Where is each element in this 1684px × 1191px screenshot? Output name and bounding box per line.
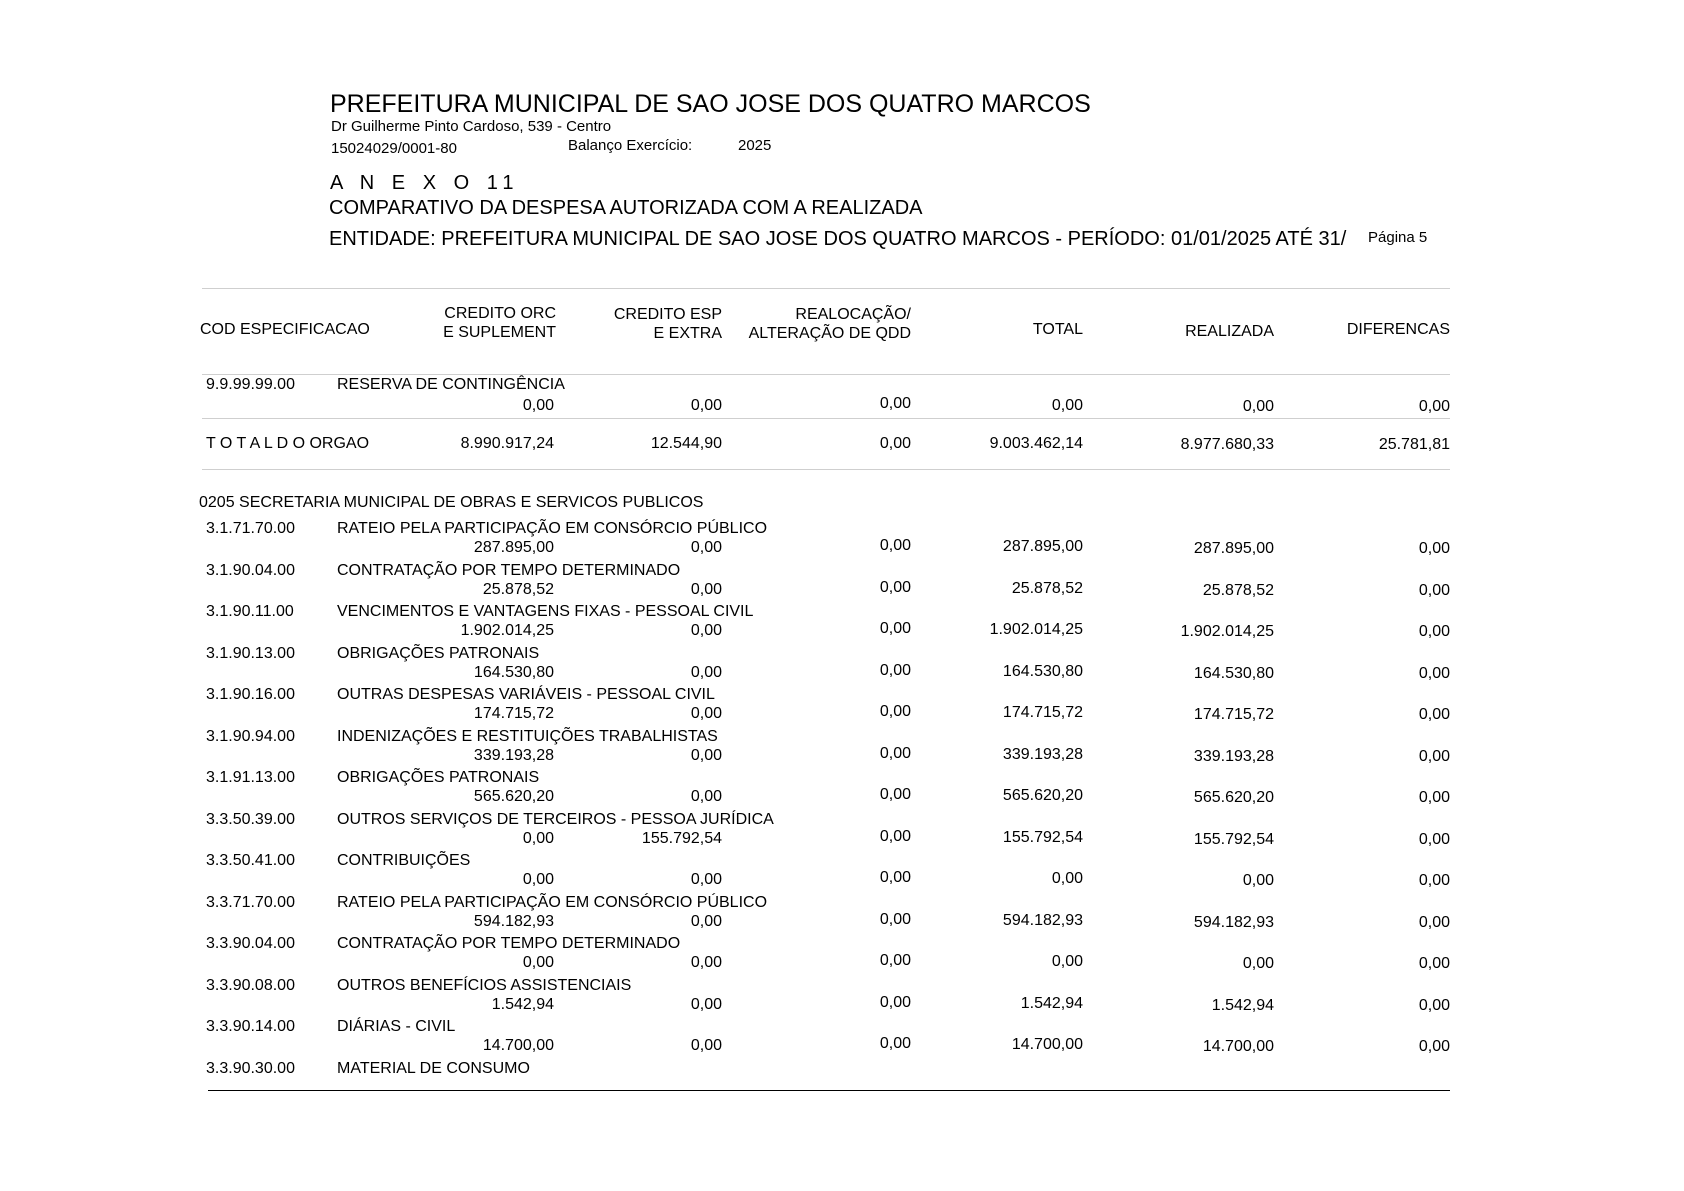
item-total: 0,00 xyxy=(1051,953,1083,970)
org-total-label: T O T A L D O ORGAO xyxy=(206,435,370,452)
item-code: 3.3.50.39.00 xyxy=(206,811,295,828)
item-code: 3.1.90.11.00 xyxy=(206,603,294,620)
item-realizada: 155.792,54 xyxy=(1193,831,1274,848)
item-realocacao: 0,00 xyxy=(879,786,911,803)
item-diferencas: 0,00 xyxy=(1418,540,1450,557)
item-credito-esp: 155.792,54 xyxy=(641,830,722,847)
org-name: PREFEITURA MUNICIPAL DE SAO JOSE DOS QUATRO MARCOS xyxy=(330,90,1091,118)
col-credito-orc-line1: CREDITO ORC xyxy=(444,305,556,322)
item-realizada: 0,00 xyxy=(1242,955,1274,972)
item-diferencas: 0,00 xyxy=(1418,789,1450,806)
footer-rule xyxy=(208,1090,1450,1091)
item-diferencas: 0,00 xyxy=(1418,831,1450,848)
item-diferencas: 0,00 xyxy=(1418,1038,1450,1055)
item-realizada: 1.542,94 xyxy=(1211,997,1274,1014)
item-diferencas: 0,00 xyxy=(1418,955,1450,972)
item-realocacao: 0,00 xyxy=(879,952,911,969)
item-realocacao: 0,00 xyxy=(879,579,911,596)
item-credito-orc: 164.530,80 xyxy=(473,664,554,681)
item-credito-orc: 25.878,52 xyxy=(482,581,554,598)
item-code: 3.1.90.13.00 xyxy=(206,645,295,662)
item-code: 3.1.91.13.00 xyxy=(206,769,295,786)
item-code: 3.1.90.94.00 xyxy=(206,728,295,745)
item-code: 3.3.90.14.00 xyxy=(206,1018,295,1035)
item-code: 3.3.50.41.00 xyxy=(206,852,295,869)
item-realizada: 25.878,52 xyxy=(1202,582,1274,599)
item-realizada: 565.620,20 xyxy=(1193,789,1274,806)
annex-label: A N E X O 11 xyxy=(330,172,520,194)
first-item-diferencas: 0,00 xyxy=(1418,398,1450,415)
item-description: INDENIZAÇÕES E RESTITUIÇÕES TRABALHISTAS xyxy=(337,728,718,745)
item-code: 3.3.71.70.00 xyxy=(206,894,295,911)
item-realizada: 594.182,93 xyxy=(1193,914,1274,931)
header-top-rule xyxy=(202,288,1450,289)
item-realocacao: 0,00 xyxy=(879,994,911,1011)
item-total: 25.878,52 xyxy=(1011,580,1083,597)
item-realizada: 14.700,00 xyxy=(1202,1038,1274,1055)
col-diferencas: DIFERENCAS xyxy=(1346,321,1450,338)
item-diferencas: 0,00 xyxy=(1418,748,1450,765)
report-title: COMPARATIVO DA DESPESA AUTORIZADA COM A REALIZADA xyxy=(329,197,923,219)
total-bottom-rule xyxy=(202,469,1450,470)
item-code: 3.1.71.70.00 xyxy=(206,520,295,537)
item-diferencas: 0,00 xyxy=(1418,623,1450,640)
item-realocacao: 0,00 xyxy=(879,869,911,886)
section-title: 0205 SECRETARIA MUNICIPAL DE OBRAS E SERVICOS PUBLICOS xyxy=(199,494,704,511)
item-description: CONTRIBUIÇÕES xyxy=(337,852,471,869)
item-credito-orc: 1.902.014,25 xyxy=(460,622,554,639)
item-realocacao: 0,00 xyxy=(879,662,911,679)
item-description: DIÁRIAS - CIVIL xyxy=(337,1018,456,1035)
item-realizada: 287.895,00 xyxy=(1193,540,1274,557)
item-diferencas: 0,00 xyxy=(1418,706,1450,723)
item-realizada: 174.715,72 xyxy=(1193,706,1274,723)
org-total-realizada: 8.977.680,33 xyxy=(1180,436,1274,453)
item-description: OUTROS SERVIÇOS DE TERCEIROS - PESSOA JURÍDICA xyxy=(337,811,774,828)
col-realizada: REALIZADA xyxy=(1185,323,1274,340)
item-total: 164.530,80 xyxy=(1002,663,1083,680)
total-top-rule xyxy=(202,418,1450,419)
col-credito-esp-line1: CREDITO ESP xyxy=(613,306,722,323)
item-total: 1.902.014,25 xyxy=(989,621,1083,638)
item-description: OBRIGAÇÕES PATRONAIS xyxy=(337,769,540,786)
item-realocacao: 0,00 xyxy=(879,537,911,554)
item-credito-esp: 0,00 xyxy=(690,996,722,1013)
header-bottom-rule xyxy=(202,374,1450,375)
col-credito-esp-line2: E EXTRA xyxy=(653,325,722,342)
item-code: 3.3.90.04.00 xyxy=(206,935,295,952)
item-realizada: 164.530,80 xyxy=(1193,665,1274,682)
item-description: OUTRAS DESPESAS VARIÁVEIS - PESSOAL CIVIL xyxy=(337,686,715,703)
item-total: 287.895,00 xyxy=(1002,538,1083,555)
org-total-credito-esp: 12.544,90 xyxy=(650,435,722,452)
org-cnpj: 15024029/0001-80 xyxy=(331,140,457,157)
item-diferencas: 0,00 xyxy=(1418,914,1450,931)
item-total: 339.193,28 xyxy=(1002,746,1083,763)
col-realocacao-line2: ALTERAÇÃO DE QDD xyxy=(748,325,911,342)
item-credito-esp: 0,00 xyxy=(690,747,722,764)
item-credito-orc: 287.895,00 xyxy=(473,539,554,556)
first-item-realocacao: 0,00 xyxy=(879,395,911,412)
item-realocacao: 0,00 xyxy=(879,745,911,762)
page-number: Página 5 xyxy=(1368,229,1428,246)
entity-line: ENTIDADE: PREFEITURA MUNICIPAL DE SAO JOSE DOS QUATRO MARCOS - PERÍODO: 01/01/2025 ATÉ 31/ xyxy=(329,228,1347,250)
first-item-description: RESERVA DE CONTINGÊNCIA xyxy=(337,376,565,393)
item-credito-esp: 0,00 xyxy=(690,871,722,888)
item-diferencas: 0,00 xyxy=(1418,872,1450,889)
item-code: 3.3.90.08.00 xyxy=(206,977,295,994)
item-credito-esp: 0,00 xyxy=(690,664,722,681)
last-item-code: 3.3.90.30.00 xyxy=(206,1060,295,1077)
item-credito-orc: 0,00 xyxy=(522,954,554,971)
item-realizada: 339.193,28 xyxy=(1193,748,1274,765)
item-credito-orc: 1.542,94 xyxy=(491,996,554,1013)
first-item-realizada: 0,00 xyxy=(1242,398,1274,415)
item-total: 565.620,20 xyxy=(1002,787,1083,804)
item-code: 3.1.90.16.00 xyxy=(206,686,295,703)
item-realocacao: 0,00 xyxy=(879,1035,911,1052)
item-credito-esp: 0,00 xyxy=(690,954,722,971)
item-credito-orc: 174.715,72 xyxy=(473,705,554,722)
item-diferencas: 0,00 xyxy=(1418,665,1450,682)
item-credito-orc: 565.620,20 xyxy=(473,788,554,805)
col-cod-especificacao: COD ESPECIFICACAO xyxy=(200,321,370,338)
item-description: VENCIMENTOS E VANTAGENS FIXAS - PESSOAL CIVIL xyxy=(337,603,754,620)
org-total-total: 9.003.462,14 xyxy=(989,435,1083,452)
item-realizada: 1.902.014,25 xyxy=(1180,623,1274,640)
item-total: 14.700,00 xyxy=(1011,1036,1083,1053)
item-credito-orc: 0,00 xyxy=(522,830,554,847)
org-address: Dr Guilherme Pinto Cardoso, 539 - Centro xyxy=(331,118,612,135)
item-credito-esp: 0,00 xyxy=(690,581,722,598)
item-realizada: 0,00 xyxy=(1242,872,1274,889)
item-code: 3.1.90.04.00 xyxy=(206,562,295,579)
item-description: CONTRATAÇÃO POR TEMPO DETERMINADO xyxy=(337,935,681,952)
item-credito-orc: 339.193,28 xyxy=(473,747,554,764)
org-total-credito-orc: 8.990.917,24 xyxy=(460,435,554,452)
item-diferencas: 0,00 xyxy=(1418,997,1450,1014)
item-total: 0,00 xyxy=(1051,870,1083,887)
col-realocacao-line1: REALOCAÇÃO/ xyxy=(795,306,911,323)
org-total-diferencas: 25.781,81 xyxy=(1378,436,1450,453)
item-credito-esp: 0,00 xyxy=(690,1037,722,1054)
item-credito-orc: 0,00 xyxy=(522,871,554,888)
item-realocacao: 0,00 xyxy=(879,703,911,720)
item-description: OUTROS BENEFÍCIOS ASSISTENCIAIS xyxy=(337,977,632,994)
exercise-year: 2025 xyxy=(738,137,772,154)
last-item-description: MATERIAL DE CONSUMO xyxy=(337,1060,530,1077)
item-total: 1.542,94 xyxy=(1020,995,1083,1012)
item-diferencas: 0,00 xyxy=(1418,582,1450,599)
col-total: TOTAL xyxy=(1032,321,1083,338)
item-realocacao: 0,00 xyxy=(879,911,911,928)
item-credito-esp: 0,00 xyxy=(690,705,722,722)
item-total: 594.182,93 xyxy=(1002,912,1083,929)
first-item-code: 9.9.99.99.00 xyxy=(206,376,295,393)
item-realocacao: 0,00 xyxy=(879,828,911,845)
item-description: RATEIO PELA PARTICIPAÇÃO EM CONSÓRCIO PÚBLICO xyxy=(337,520,768,537)
item-description: RATEIO PELA PARTICIPAÇÃO EM CONSÓRCIO PÚBLICO xyxy=(337,894,768,911)
first-item-credito-orc: 0,00 xyxy=(522,397,554,414)
item-description: OBRIGAÇÕES PATRONAIS xyxy=(337,645,540,662)
col-credito-orc-line2: E SUPLEMENT xyxy=(443,324,556,341)
item-credito-esp: 0,00 xyxy=(690,913,722,930)
item-credito-esp: 0,00 xyxy=(690,622,722,639)
first-item-credito-esp: 0,00 xyxy=(690,397,722,414)
item-credito-orc: 14.700,00 xyxy=(482,1037,554,1054)
item-description: CONTRATAÇÃO POR TEMPO DETERMINADO xyxy=(337,562,681,579)
item-credito-esp: 0,00 xyxy=(690,539,722,556)
item-realocacao: 0,00 xyxy=(879,620,911,637)
exercise-label: Balanço Exercício: xyxy=(568,137,693,154)
item-total: 155.792,54 xyxy=(1002,829,1083,846)
first-item-total: 0,00 xyxy=(1051,397,1083,414)
item-credito-orc: 594.182,93 xyxy=(473,913,554,930)
org-total-realocacao: 0,00 xyxy=(879,435,911,452)
item-credito-esp: 0,00 xyxy=(690,788,722,805)
item-total: 174.715,72 xyxy=(1002,704,1083,721)
